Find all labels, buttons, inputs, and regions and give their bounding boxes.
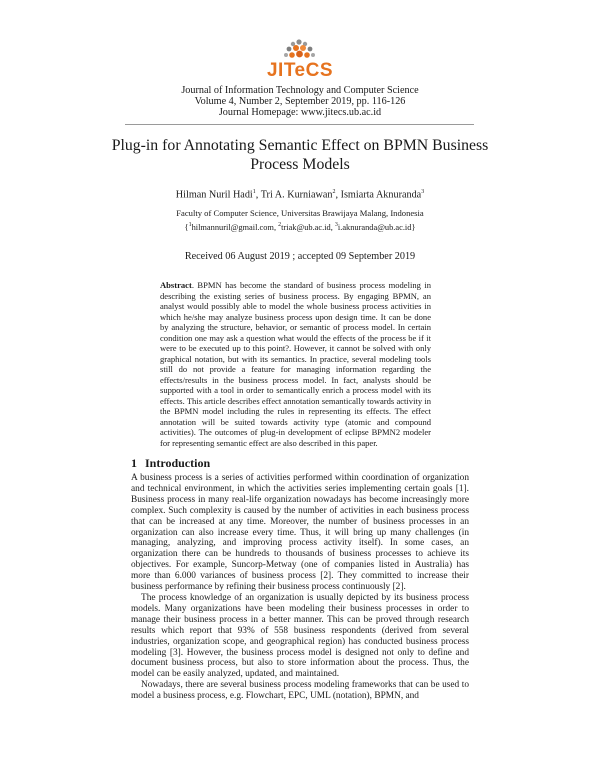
author-affil-mark: 3 — [421, 189, 425, 195]
abstract-label: Abstract — [160, 280, 192, 290]
author-list: Hilman Nuril Hadi$^1$, Tri A. Kurniawan$^2$, Ismiarta Aknuranda$^3$ — [175, 189, 425, 201]
header-divider — [125, 124, 474, 125]
author-affil-mark: 2 — [332, 189, 336, 195]
paper-title: Plug-in for Annotating Semantic Effect on BPMN Business Process Models — [111, 137, 489, 173]
journal-volume: Volume 4, Number 2, September 2019, pp. 116-126 — [194, 96, 406, 107]
author-name: Ismiarta Aknuranda — [340, 189, 422, 201]
paragraph: A business process is a series of activities performed within coordination of organization and technical environment, in which the activities series implementing certain goals [1]. Business process in many real-life organization nowadays has become increasingly more complex. Such complexity is caused by the number of activities in each business process that can be increased at any time. Moreover, the number of business processes in an organization can also increase every time. Thus, it will bring up many challenges (in managing, analyzing, and improving process activity itself). In some cases, an organization there can be hundreds to thousands of business processes to achieve its objectives. For example, Suncorp-Metway (one of companies listed in Australia) has more than 6.000 variances of business process [2]. They committed to increase their business performance by refining their business process continuously [2]. — [131, 473, 469, 593]
email-link[interactable]: hilmannuril@gmail.com, — [191, 222, 277, 232]
body-text — [131, 473, 469, 702]
section-title: Introduction — [145, 456, 211, 470]
abstract-text: . BPMN has become the standard of business process modeling in describing the existing series of business process. By engaging BPMN, an analyst would possibly able to model the whole business process activities in which he/she may analyze business process upon design time. It can be done by analyzing the structure, behavior, or semantic of process model. In certain condition one may ask a question what would the effects of the process be if it were to be executed up to this point?. However, it cannot be solved with only graphical notation, but with its semantics. In practice, several modeling tools still do not provide a feature for managing information regarding the effects/results in the business process model. In fact, analysts should be supported with a tool in order to semantically enrich a process model with its effects. This article describes effect annotation semantically towards activity in the BPMN model including the rules in representing its effects. The effect annotation will be suited towards activity type (atomic and compound activities). The outcomes of plug-in development of eclipse BPMN2 modeler for representing semantic effect are also described in this paper. — [160, 280, 431, 448]
logo-wordmark: JITeCS — [266, 60, 333, 81]
affiliation: Faculty of Computer Science, Universitas Brawijaya Malang, Indonesia — [176, 208, 424, 218]
received-dates: Received 06 August 2019 ; accepted 09 September 2019 — [184, 251, 416, 262]
paragraph: The process knowledge of an organization is usually depicted by its business process models. Many organizations have been modeling their business processes in order to manage their business process in a better manner. This can be proved through research results which report that 93% of 558 business respondents (derived from several industries, organization scope, and geographical region) has conducted business process modeling [3]. However, the business process model is designed not only to define and document business process, but also to store information about the process. Thus, the model can be easily analyzed, updated, and maintained. — [131, 592, 469, 680]
journal-name: Journal of Information Technology and Computer Science — [181, 85, 419, 96]
section-heading — [131, 456, 210, 471]
email-link[interactable]: triak@ub.ac.id, — [281, 222, 333, 232]
author-name: Hilman Nuril Hadi — [175, 189, 253, 201]
author-emails: {$^1$hilmannuril@gmail.com, $^2$triak@ub.ac.id, $^3$i.aknuranda@ub.ac.id} — [184, 222, 416, 232]
journal-homepage[interactable]: Journal Homepage: www.jitecs.ub.ac.id — [218, 107, 382, 118]
paragraph: Nowadays, there are several business process modeling frameworks that can be used to model a business process, e.g. Flowchart, EPC, UML (notation), BPMN, and — [131, 680, 469, 702]
abstract — [160, 280, 431, 448]
email-link[interactable]: i.aknuranda@ub.ac.id — [337, 222, 412, 232]
section-number: 1 — [131, 456, 137, 470]
author-name: Tri A. Kurniawan — [260, 189, 333, 201]
journal-logo — [262, 38, 338, 88]
author-affil-mark: 1 — [252, 189, 256, 195]
